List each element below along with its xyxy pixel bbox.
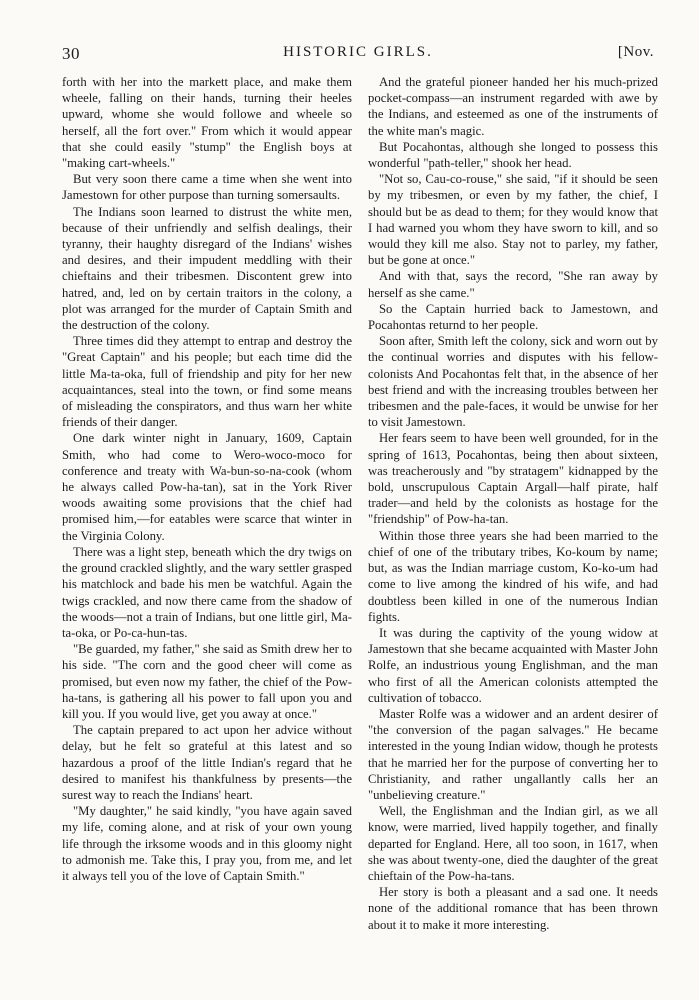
paragraph: And with that, says the record, "She ran away by herself as she came." [368,269,658,300]
paragraph: Her fears seem to have been well grounded, for in the spring of 1613, Pocahontas, being then about sixteen, was treacherously and "by stratagem" kidnapped by the bold, unscrupulous Captain Argall—half pirate, half trader—and held by the colonists as hostage for the "friendship" of Pow-ha-tan. [368,431,658,527]
paragraph: "My daughter," he said kindly, "you have again saved my life, coming alone, and at risk of your own young life through the irksome woods and in this gloomy night to admonish me. Take this, I pray you, from me, and let it always tell you of the love of Captain Smith." [62,804,352,883]
issue-month: [Nov. [617,44,654,60]
paragraph: There was a light step, beneath which the dry twigs on the ground crackled slightly, and the wary settler grasped his matchlock and bade his men be watchful. Again the twigs crackled, and now there came from the shadow of the woods—not a train of Indians, but one little girl, Ma-ta-oka, or Po-ca-hun-tas. [62,544,352,640]
paragraph: Well, the Englishman and the Indian girl, as we all know, were married, lived happily together, and finally departed for England. Here, all too soon, in 1617, when she was about twenty-one, died the daughter of the great chieftain of the Pow-ha-tans. [368,804,658,883]
paragraph: "Not so, Cau-co-rouse," she said, "if it should be seen by my tribesmen, or even by my father, the chief, I should but be as dead to them; for they would know that I had warned you whom they have sworn to kill, and so would they kill me also. Stay not to parley, my father, but be gone at once." [368,172,658,268]
page-number: 30 [62,44,80,63]
right-column [368,74,658,933]
left-column [62,74,352,884]
running-title: HISTORIC GIRLS. [283,44,433,60]
paragraph: The captain prepared to act upon her advice without delay, but he felt so grateful at this latest and so hazardous a proof of the little Indian's regard that he desired to manifest his thankfulness by presents—the surest way to reach the Indians' heart. [62,723,352,802]
paragraph: Within those three years she had been married to the chief of one of the tributary tribes, Ko-koum by name; but, as was the Indian marriage custom, Ko-ko-um had come to live among the kindred of his wife, and had doubtless been killed in one of the numerous Indian fights. [368,528,658,624]
paragraph: Three times did they attempt to entrap and destroy the "Great Captain" and his people; but each time did the little Ma-ta-oka, full of friendship and pity for her new acquaintances, steal into the town, or find some means of misleading the conspirators, and thus warn her white friends of their danger. [62,334,352,430]
paragraph: Her story is both a pleasant and a sad one. It needs none of the additional romance that has been thrown about it to make it more interesting. [368,885,658,932]
paragraph: One dark winter night in January, 1609, Captain Smith, who had come to Wero-woco-moco for conference and treaty with Wa-bun-so-na-cook (whom he always called Pow-ha-tan), sat in the York River woods awaiting some provisions that the chief had promised him,—for eatables were scarce that winter in the Virginia Colony. [62,431,352,543]
paragraph: It was during the captivity of the young widow at Jamestown that she became acquainted with Master John Rolfe, an industrious young Englishman, and the man who first of all the American colonists attempted the cultivation of tobacco. [368,625,658,705]
paragraph: forth with her into the markett place, and make them wheele, falling on their hands, turning their heeles upward, whome she would followe and wheele so herself, all the fort over." From which it would appear that she could easily "stump" the English boys at "making cart-wheels." [62,75,352,171]
paragraph: Master Rolfe was a widower and an ardent desirer of "the conversion of the pagan salvages." He became interested in the young Indian widow, though he protests that he married her for the purpose of converting her to Christianity, and rather ungallantly calls her an "unbelieving creature." [368,706,658,802]
paragraph: The Indians soon learned to distrust the white men, because of their unfriendly and selfish dealings, their tyranny, their haughty disregard of the Indians' wishes and desires, and their impudent meddling with their chieftains and their tribesmen. Discontent grew into hatred, and, led on by certain traitors in the colony, a plot was arranged for the murder of Captain Smith and the destruction of the colony. [62,204,352,333]
paragraph: But Pocahontas, although she longed to possess this wonderful "path-teller," shook her head. [368,139,658,171]
paragraph: Soon after, Smith left the colony, sick and worn out by the continual worries and disputes with his fellow-colonists And Pocahontas felt that, in the absence of her best friend and with the increasing troubles between her tribesmen and the pale-faces, it would be unwise for her to visit Jamestown. [368,334,658,430]
paragraph: "Be guarded, my father," she said as Smith drew her to his side. "The corn and the good cheer will come as promised, but even now my father, the chief of the Pow-ha-tans, is gathering all his power to fall upon you and kill you. If you would live, get you away at once." [62,642,352,721]
paragraph: But very soon there came a time when she went into Jamestown for other purpose than turning somersaults. [62,172,352,203]
paragraph: So the Captain hurried back to Jamestown, and Pocahontas returnd to her people. [368,301,658,333]
paragraph: And the grateful pioneer handed her his much-prized pocket-compass—an instrument regarded with awe by the Indians, and esteemed as one of the instruments of the white man's magic. [368,75,658,138]
running-header [62,44,654,64]
